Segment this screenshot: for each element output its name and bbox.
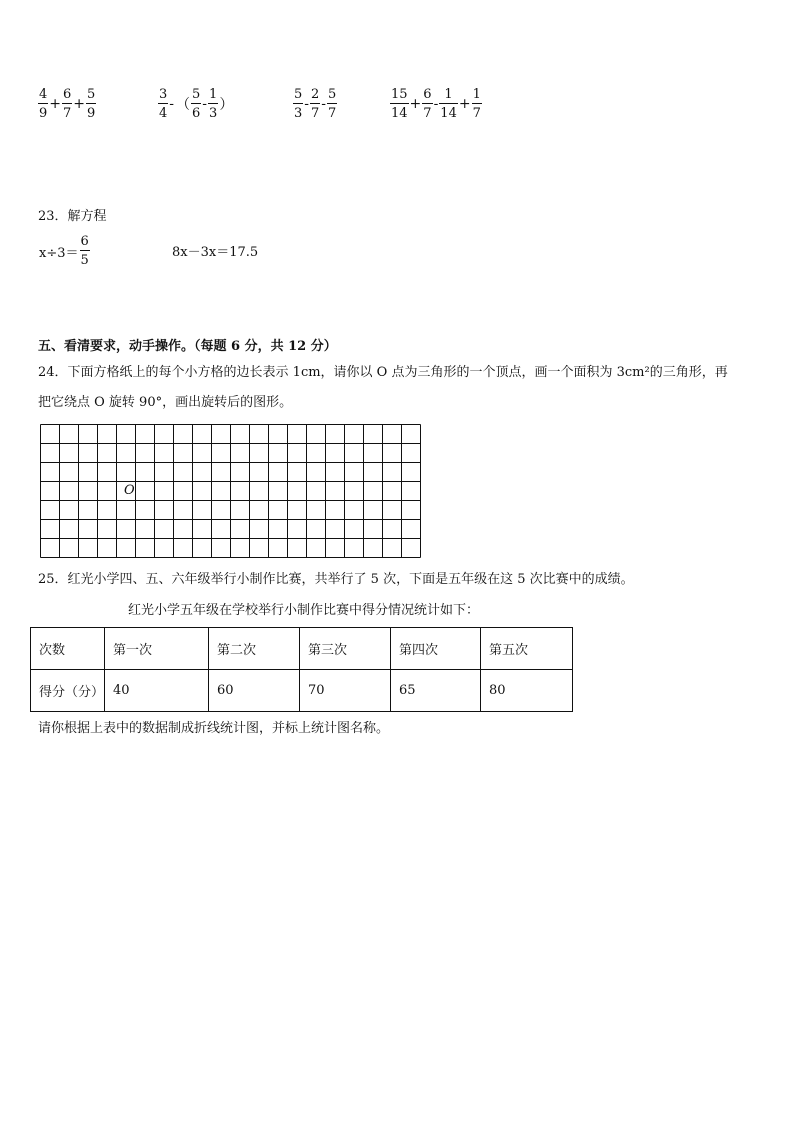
question-23-title: 23．解方程 [38,209,107,224]
fraction: $\frac{1}{3}$ [209,87,218,121]
table-header-row [31,628,573,670]
right-paren: ） [219,97,234,113]
question-24-line-1: 24．下面方格纸上的每个小方格的边长表示 1cm，请你以 O 点为三角形的一个顶点，画一个面积为 3cm²的三角形，再 [38,365,728,380]
table-row [31,670,573,712]
fraction: $\frac{15}{14}$ [391,87,408,121]
equation-1-prefix: x÷3＝ [39,245,79,261]
table-cell: 得分（分） [31,670,105,712]
table-cell: 40 [105,670,209,712]
point-o-label: O [124,483,135,498]
question-25-instruction: 请你根据上表中的数据制成折线统计图，并标上统计图名称。 [38,721,390,736]
grid-paper[interactable] [40,424,421,563]
fraction: $\frac{5}{3}$ [294,87,303,121]
section-heading: 五、看清要求，动手操作。（每题 6 分，共 12 分） [38,339,337,354]
operator: + [73,96,86,112]
operator: + [458,96,471,112]
table-cell: 65 [391,670,481,712]
table-header-cell: 次数 [31,628,105,670]
fraction: $\frac{5}{6}$ [192,87,201,121]
operator: + [49,96,62,112]
expression-3 [293,88,337,120]
operator: - [304,96,310,112]
fraction: $\frac{5}{9}$ [87,87,96,121]
table-header-cell: 第四次 [391,628,481,670]
fraction: $\frac{6}{7}$ [63,87,72,121]
table-header-cell: 第二次 [209,628,300,670]
operator: + [409,96,422,112]
question-25-line-1: 25．红光小学四、五、六年级举行小制作比赛，共举行了 5 次，下面是五年级在这 5 次比赛中的成绩。 [38,572,634,587]
grid-svg[interactable] [40,424,421,559]
left-paren: （ [176,97,191,113]
question-24-line-2: 把它绕点 O 旋转 90°，画出旋转后的图形。 [38,395,293,410]
expression-4 [390,88,482,120]
fraction: $\frac{4}{9}$ [39,87,48,121]
fraction: $\frac{1}{14}$ [440,87,457,121]
operator: - [433,96,439,112]
fraction: $\frac{6}{7}$ [423,87,432,121]
table-cell: 60 [209,670,300,712]
fraction: $\frac{2}{7}$ [311,87,320,121]
fraction: $\frac{5}{7}$ [328,87,337,121]
table-header-cell: 第五次 [481,628,573,670]
operator: - [321,96,327,112]
score-table [30,627,573,712]
table-cell: 80 [481,670,573,712]
fraction: $\frac{1}{7}$ [472,87,481,121]
equation-1 [38,235,90,267]
table-title: 红光小学五年级在学校举行小制作比赛中得分情况统计如下： [128,603,480,618]
fraction: $\frac{3}{4}$ [159,87,168,121]
expression-1 [38,88,96,120]
operator: - [169,96,175,112]
fraction: $\frac{6}{5}$ [80,234,89,268]
equation-2: 8x－3x＝17.5 [172,245,259,260]
operator: - [202,96,208,112]
table-cell: 70 [300,670,391,712]
table-header-cell: 第三次 [300,628,391,670]
table-header-cell: 第一次 [105,628,209,670]
expression-2 [158,88,234,120]
